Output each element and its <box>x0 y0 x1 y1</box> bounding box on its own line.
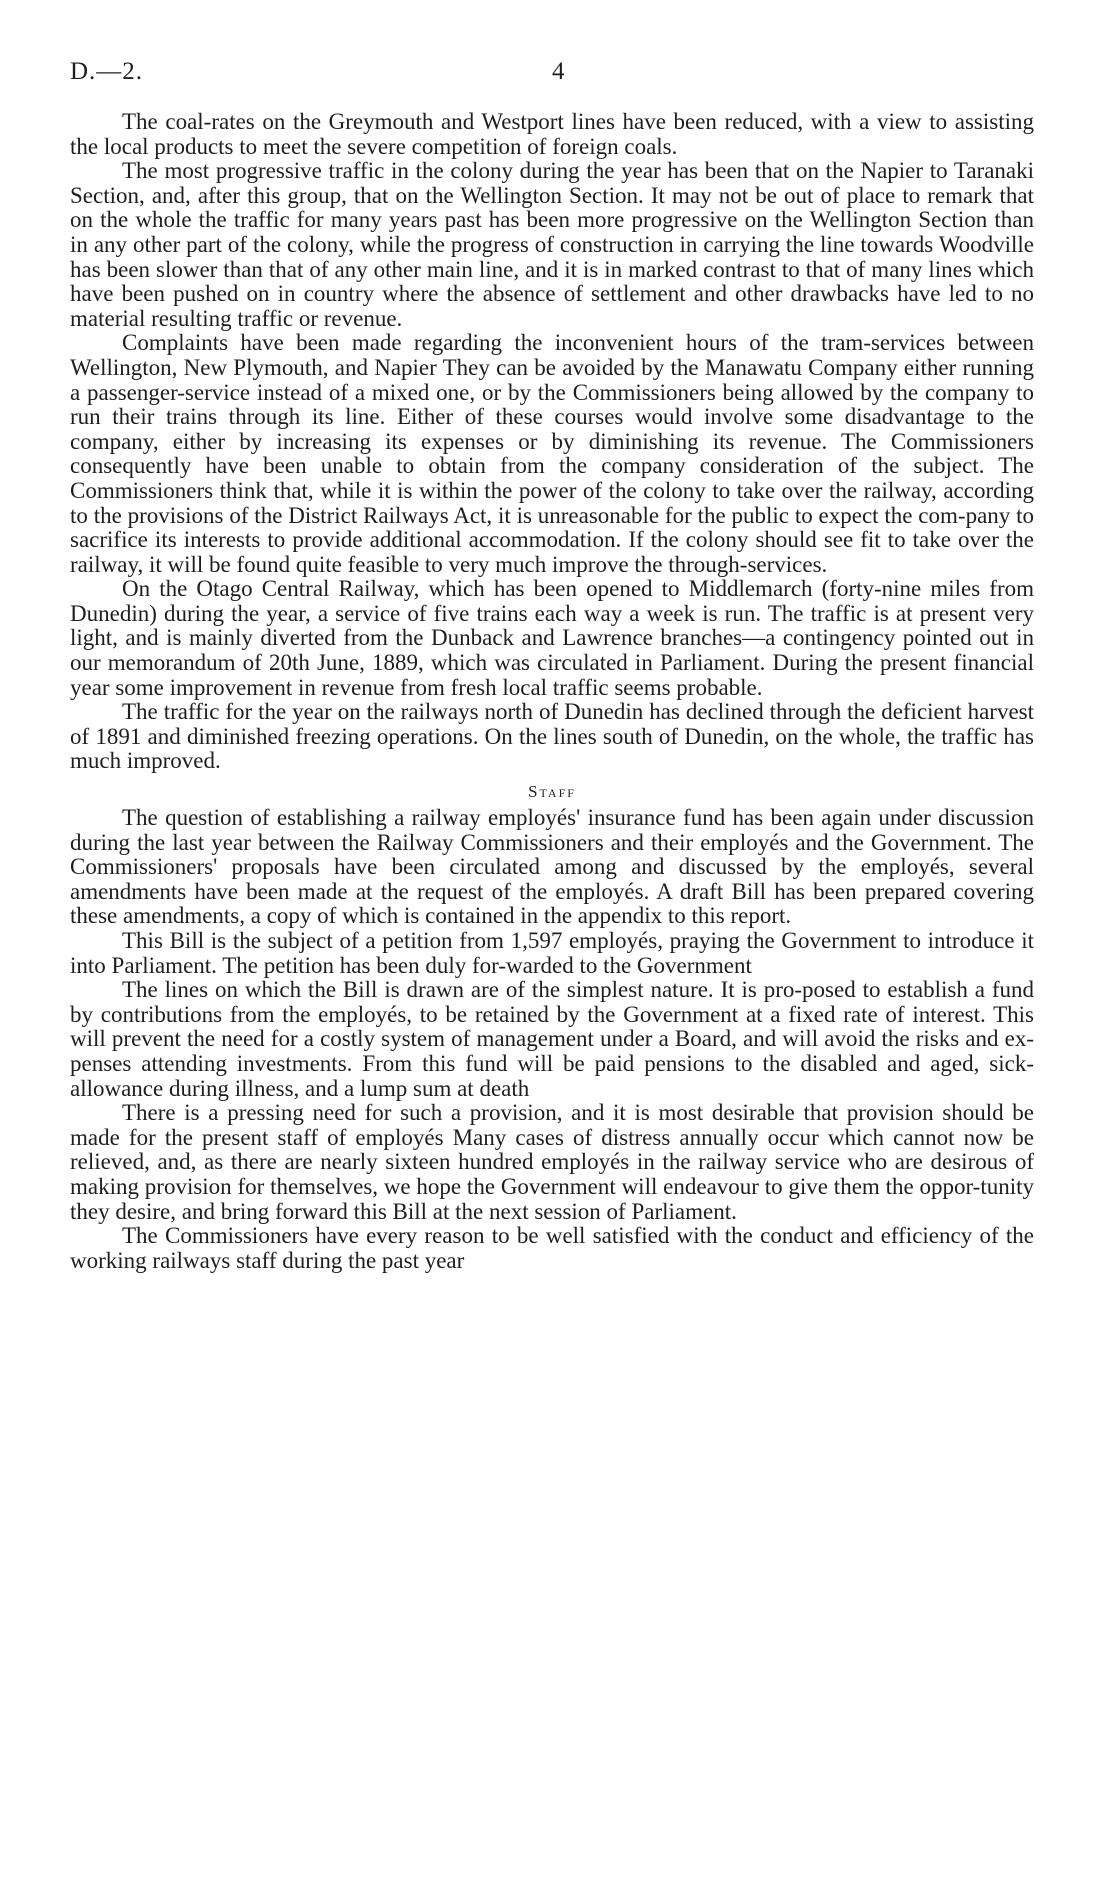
paragraph-progressive-traffic: The most progressive traffic in the colony during the year has been that on the Napier to Taranaki Section, and, after this group, that on the Wellington Section. It may not be out of place to remark that on the whole the traffic for many years past has been more progressive on the Wellington Section than in any other part of the colony, while the progress of construction in carrying the line towards Woodville has been slower than that of any other main line, and it is in marked contrast to that of many lines which have been pushed on in country where the absence of settlement and other drawbacks have led to no material resulting traffic or revenue. <box>70 158 1034 331</box>
page-number: 4 <box>552 58 565 85</box>
body-text <box>70 110 1034 1273</box>
paragraph-insurance-fund: The question of establishing a railway employés' insurance fund has been again under discussion during the last year between the Railway Commissioners and their employés and the Government. The Commissioners' proposals have been circulated among and discussed by the employés, several amendments have been made at the request of the employés. A draft Bill has been prepared covering these amendments, a copy of which is contained in the appendix to this report. <box>70 805 1034 929</box>
paragraph-otago-central: On the Otago Central Railway, which has been opened to Middlemarch (forty-nine miles from Dunedin) during the year, a service of five trains each way a week is run. The traffic is at present very light, and is mainly diverted from the Dunback and Lawrence branches—a contingency pointed out in our memorandum of 20th June, 1889, which was circulated in Parliament. During the present financial year some improvement in revenue from fresh local traffic seems probable. <box>70 576 1034 700</box>
page-header <box>0 58 1114 88</box>
document-reference: D.—2. <box>70 58 144 85</box>
paragraph-coal-rates: The coal-rates on the Greymouth and Westport lines have been reduced, with a view to assisting the local products to meet the severe competition of foreign coals. <box>70 109 1034 159</box>
paragraph-staff-conduct: The Commissioners have every reason to be well satisfied with the conduct and efficiency of the working railways staff during the past year <box>70 1223 1034 1273</box>
paragraph-pressing-need: There is a pressing need for such a provision, and it is most desirable that provision should be made for the present staff of employés Many cases of distress annually occur which cannot now be relieved, and, as there are nearly sixteen hundred employés in the railway service who are desirous of making provision for themselves, we hope the Government will endeavour to give them the oppor-tunity they desire, and bring forward this Bill at the next session of Parliament. <box>70 1100 1034 1224</box>
section-heading-staff: Staff <box>528 782 576 802</box>
paragraph-dunedin-traffic: The traffic for the year on the railways north of Dunedin has declined through the deficient harvest of 1891 and diminished freezing operations. On the lines south of Dunedin, on the whole, the traffic has much improved. <box>70 699 1034 774</box>
paragraph-bill-lines: The lines on which the Bill is drawn are of the simplest nature. It is pro-posed to establish a fund by contributions from the employés, to be retained by the Government at a fixed rate of interest. This will prevent the need for a costly system of management under a Board, and will avoid the risks and ex-penses attending investments. From this fund will be paid pensions to the disabled and aged, sick-allowance during illness, and a lump sum at death <box>70 977 1034 1101</box>
paragraph-petition: This Bill is the subject of a petition from 1,597 employés, praying the Government to introduce it into Parliament. The petition has been duly for-warded to the Government <box>70 928 1034 978</box>
paragraph-tram-services: Complaints have been made regarding the inconvenient hours of the tram-services between Wellington, New Plymouth, and Napier They can be avoided by the Manawatu Company either running a passenger-service instead of a mixed one, or by the Commissioners being allowed by the company to run their trains through its line. Either of these courses would involve some disadvantage to the company, either by increasing its expenses or by diminishing its revenue. The Commissioners consequently have been unable to obtain from the company consideration of the subject. The Commissioners think that, while it is within the power of the colony to take over the railway, according to the provisions of the District Railways Act, it is unreasonable for the public to expect the com-pany to sacrifice its interests to provide additional accommodation. If the colony should see fit to take over the railway, it will be found quite feasible to very much improve the through-services. <box>70 330 1034 577</box>
